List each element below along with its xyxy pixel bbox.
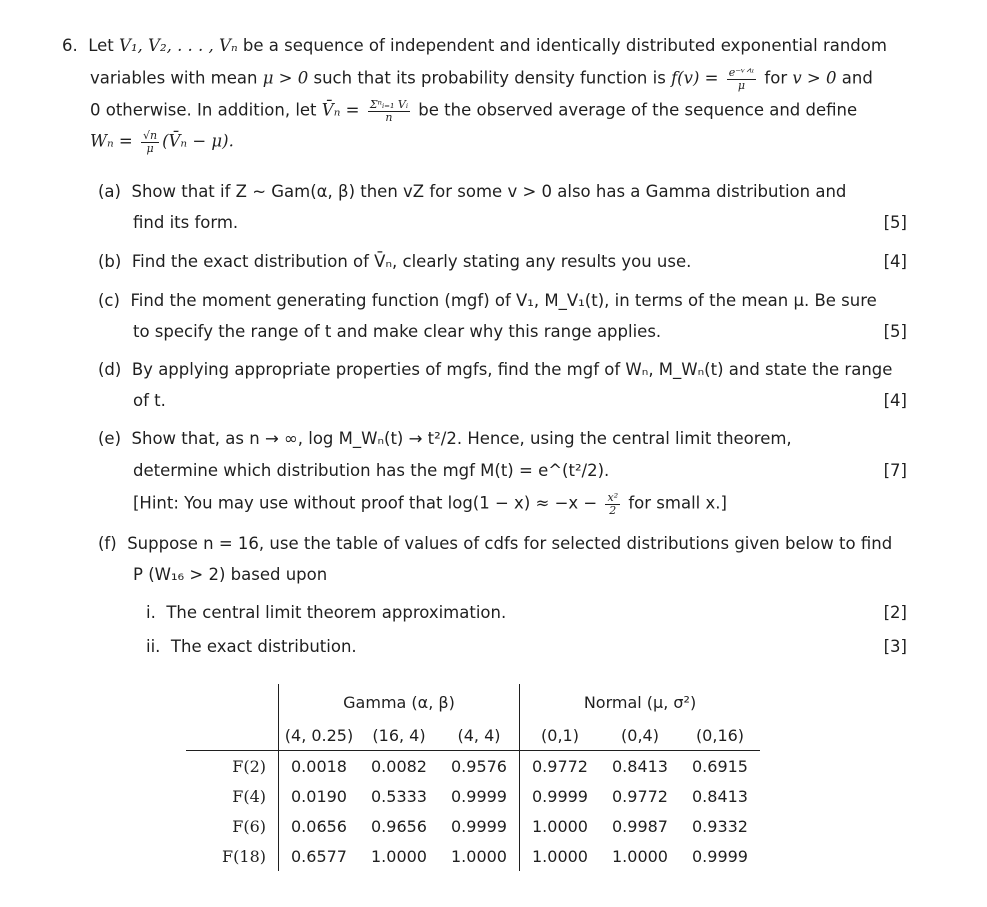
part-e-line-1: (e) Show that, as n → ∞, log M_Wₙ(t) → t²/2. Hence, using the central limit theorem, bbox=[98, 429, 792, 448]
part-a-marks: [5] bbox=[883, 213, 907, 232]
table-cell: 1.0000 bbox=[520, 811, 601, 841]
question-line-2: variables with mean μ > 0 such that its probability density function is f(v) = $\frac{\text{e⁻ᵛᐟᵘ}}{\mu}$ for v > 0 and bbox=[90, 66, 873, 92]
gamma-group-header: Gamma (α, β) bbox=[279, 684, 520, 720]
table-cell: 0.9772 bbox=[520, 751, 601, 782]
table-cell: 1.0000 bbox=[520, 841, 601, 871]
question-number: 6. bbox=[62, 36, 78, 55]
table-cell: 0.9332 bbox=[692, 816, 748, 836]
table-row bbox=[186, 841, 760, 871]
cdf-table bbox=[186, 684, 760, 871]
part-f-line-1: (f) Suppose n = 16, use the table of values of cdfs for selected distributions given below to find bbox=[98, 534, 893, 553]
part-f-i: i. The central limit theorem approximation. bbox=[146, 603, 507, 622]
table-row bbox=[186, 811, 760, 841]
normal-group-header: Normal (μ, σ²) bbox=[520, 684, 761, 720]
table-cell: 0.9772 bbox=[612, 786, 668, 806]
question-line-4: Wₙ = $\frac{√n}{\mu}$ (V̄ₙ − μ). bbox=[90, 129, 234, 155]
part-d-marks: [4] bbox=[883, 391, 907, 410]
part-d-label: (d) bbox=[98, 360, 122, 379]
table-cell: 0.9999 bbox=[692, 846, 748, 866]
table-cell: 0.9656 bbox=[371, 816, 427, 836]
table-cell: 0.6915 bbox=[692, 756, 748, 776]
param-header: (0,16) bbox=[680, 720, 760, 751]
table-cell: 0.8413 bbox=[692, 786, 748, 806]
part-c-line-1: (c) Find the moment generating function (mgf) of V₁, M_V₁(t), in terms of the mean μ. Be sure bbox=[98, 291, 877, 310]
table-cell: 1.0000 bbox=[451, 846, 507, 866]
table-cell: 1.0000 bbox=[371, 846, 427, 866]
part-d-line-1: (d) By applying appropriate properties of mgfs, find the mgf of Wₙ, M_Wₙ(t) and state the range bbox=[98, 360, 893, 379]
param-header: (0,4) bbox=[600, 720, 680, 751]
part-b-marks: [4] bbox=[883, 252, 907, 271]
part-e-line-2: determine which distribution has the mgf M(t) = e^(t²/2). bbox=[133, 461, 610, 480]
param-header: (16, 4) bbox=[359, 720, 439, 751]
row-label: F(2) bbox=[232, 756, 266, 776]
part-e-label: (e) bbox=[98, 429, 122, 448]
table-cell: 0.8413 bbox=[612, 756, 668, 776]
table-cell: 0.6577 bbox=[279, 841, 360, 871]
part-f-ii: ii. The exact distribution. bbox=[146, 637, 357, 656]
pdf-fraction: $\frac{\text{e⁻ᵛᐟᵘ}}{\mu}$ bbox=[728, 66, 755, 92]
part-f-line-2: P (W₁₆ > 2) based upon bbox=[133, 565, 328, 584]
table-cell: 1.0000 bbox=[612, 846, 668, 866]
hint-fraction: $\frac{\text{x²}}{2}$ bbox=[607, 491, 619, 517]
part-c-line-2: to specify the range of t and make clear why this range applies. bbox=[133, 322, 662, 341]
part-f-label: (f) bbox=[98, 534, 117, 553]
table-cell: 0.0082 bbox=[371, 756, 427, 776]
question-line-1: 6. Let V₁, V₂, . . . , Vₙ be a sequence of independent and identically distributed exponential random bbox=[62, 36, 887, 55]
part-a-line-2: find its form. bbox=[133, 213, 239, 232]
part-f-ii-marks: [3] bbox=[883, 637, 907, 656]
table-cell: 0.9987 bbox=[612, 816, 668, 836]
part-e-hint: [Hint: You may use without proof that log(1 − x) ≈ −x − $\frac{\text{x²}}{2}$ for small x.] bbox=[133, 491, 727, 517]
row-label: F(4) bbox=[232, 786, 266, 806]
part-c-label: (c) bbox=[98, 291, 120, 310]
table-cell: 0.9999 bbox=[451, 786, 507, 806]
part-b-line-1: (b) Find the exact distribution of V̄ₙ, clearly stating any results you use. bbox=[98, 252, 692, 271]
row-label: F(18) bbox=[222, 846, 266, 866]
part-a-label: (a) bbox=[98, 182, 121, 201]
part-a-line-1: (a) Show that if Z ~ Gam(α, β) then vZ for some v > 0 also has a Gamma distribution and bbox=[98, 182, 847, 201]
part-c-marks: [5] bbox=[883, 322, 907, 341]
table-cell: 0.0190 bbox=[279, 781, 360, 811]
param-header: (0,1) bbox=[520, 720, 601, 751]
table-cell: 0.0018 bbox=[279, 751, 360, 782]
table-cell: 0.9576 bbox=[451, 756, 507, 776]
question-line-3: 0 otherwise. In addition, let V̄ₙ = $\frac{\text{Σⁿᵢ₌₁ Vᵢ}}{n}$ be the observed average of the sequence and define bbox=[90, 98, 858, 124]
table-cell: 0.0656 bbox=[279, 811, 360, 841]
part-f-i-marks: [2] bbox=[883, 603, 907, 622]
part-d-line-2: of t. bbox=[133, 391, 166, 410]
table-cell: 0.9999 bbox=[520, 781, 601, 811]
average-fraction: $\frac{\text{Σⁿᵢ₌₁ Vᵢ}}{n}$ bbox=[369, 98, 409, 124]
table-cell: 0.5333 bbox=[371, 786, 427, 806]
table-row bbox=[186, 781, 760, 811]
row-label: F(6) bbox=[232, 816, 266, 836]
table-row bbox=[186, 751, 760, 782]
table-cell: 0.9999 bbox=[451, 816, 507, 836]
part-e-marks: [7] bbox=[883, 461, 907, 480]
param-header: (4, 4) bbox=[439, 720, 520, 751]
param-header: (4, 0.25) bbox=[279, 720, 360, 751]
wn-fraction: $\frac{√n}{\mu}$ bbox=[142, 129, 158, 155]
part-b-label: (b) bbox=[98, 252, 122, 271]
